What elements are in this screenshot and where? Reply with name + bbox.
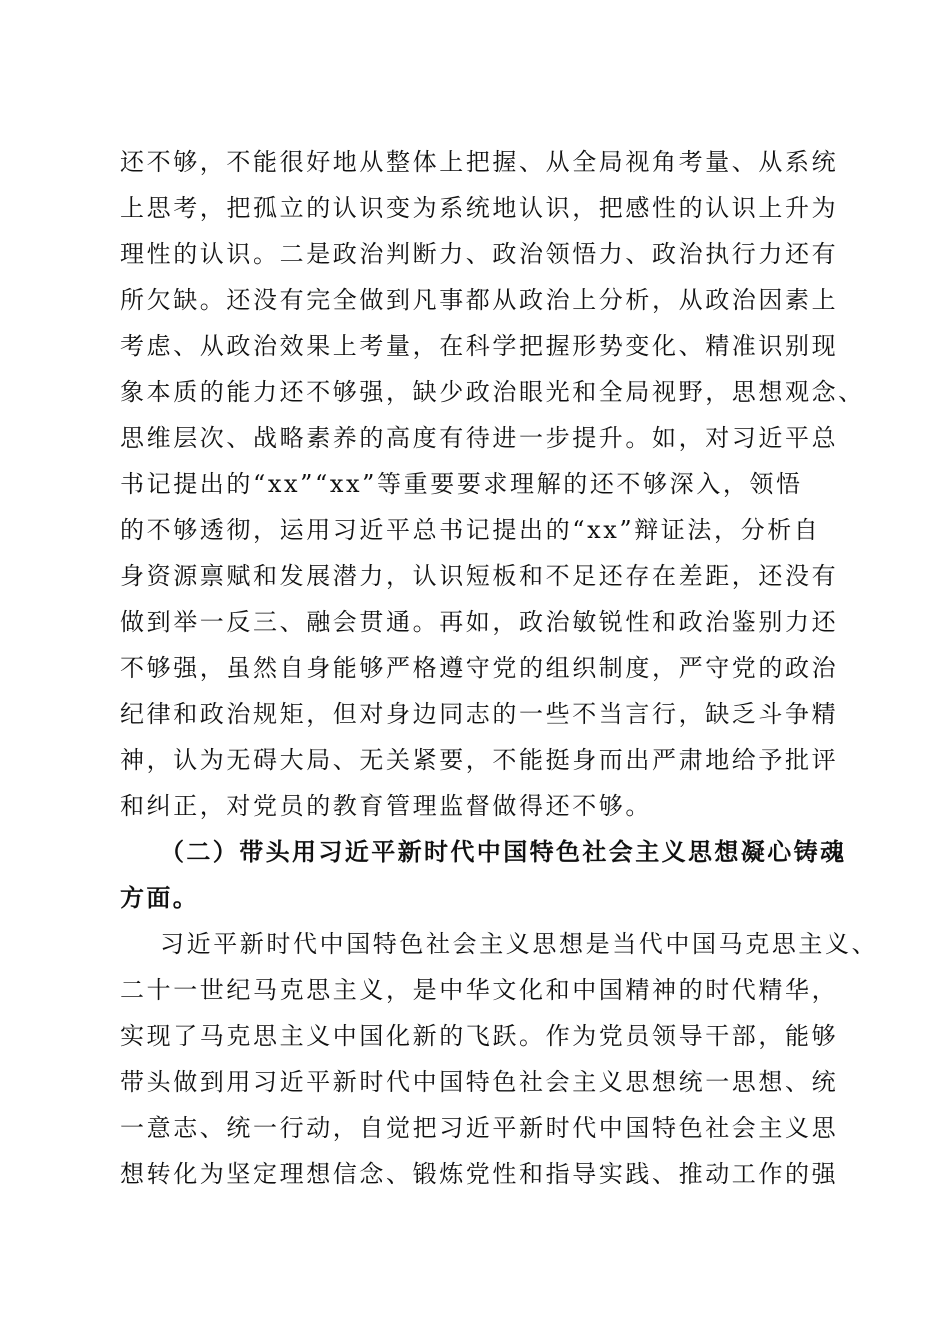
- section-heading-line: （二）带头用习近平新时代中国特色社会主义思想凝心铸魂: [160, 838, 847, 866]
- body-text-line: 做到举一反三、融会贯通。再如，政治敏锐性和政治鉴别力还: [120, 608, 839, 636]
- body-text-line: 想转化为坚定理想信念、锻炼党性和指导实践、推动工作的强: [120, 1160, 839, 1188]
- body-text-line: 考虑、从政治效果上考量，在科学把握形势变化、精准识别现: [120, 332, 839, 360]
- body-text-line: 思维层次、战略素养的高度有待进一步提升。如，对习近平总: [120, 424, 839, 452]
- body-text-line: 神，认为无碍大局、无关紧要，不能挺身而出严肃地给予批评: [120, 746, 839, 774]
- body-text-line: 所欠缺。还没有完全做到凡事都从政治上分析，从政治因素上: [120, 286, 839, 314]
- body-text-line: 习近平新时代中国特色社会主义思想是当代中国马克思主义、: [160, 930, 879, 958]
- body-text-line: 实现了马克思主义中国化新的飞跃。作为党员领导干部，能够: [120, 1022, 839, 1050]
- section-heading-line: 方面。: [120, 884, 200, 912]
- body-text-line: 的不够透彻，运用习近平总书记提出的“xx”辩证法，分析自: [120, 516, 821, 544]
- body-text-line: 上思考，把孤立的认识变为系统地认识，把感性的认识上升为: [120, 194, 839, 222]
- body-text-line: 理性的认识。二是政治判断力、政治领悟力、政治执行力还有: [120, 240, 839, 268]
- body-text-line: 身资源禀赋和发展潜力，认识短板和不足还存在差距，还没有: [120, 562, 839, 590]
- body-text-line: 一意志、统一行动，自觉把习近平新时代中国特色社会主义思: [120, 1114, 839, 1142]
- body-text-line: 书记提出的“xx”“xx”等重要要求理解的还不够深入，领悟: [120, 470, 803, 498]
- body-text-line: 和纠正，对党员的教育管理监督做得还不够。: [120, 792, 652, 820]
- body-text-line: 象本质的能力还不够强，缺少政治眼光和全局视野，思想观念、: [120, 378, 865, 406]
- body-text-line: 不够强，虽然自身能够严格遵守党的组织制度，严守党的政治: [120, 654, 839, 682]
- body-text-line: 带头做到用习近平新时代中国特色社会主义思想统一思想、统: [120, 1068, 839, 1096]
- body-text-line: 还不够，不能很好地从整体上把握、从全局视角考量、从系统: [120, 148, 839, 176]
- body-text-line: 二十一世纪马克思主义，是中华文化和中国精神的时代精华，: [120, 976, 839, 1004]
- body-text-line: 纪律和政治规矩，但对身边同志的一些不当言行，缺乏斗争精: [120, 700, 839, 728]
